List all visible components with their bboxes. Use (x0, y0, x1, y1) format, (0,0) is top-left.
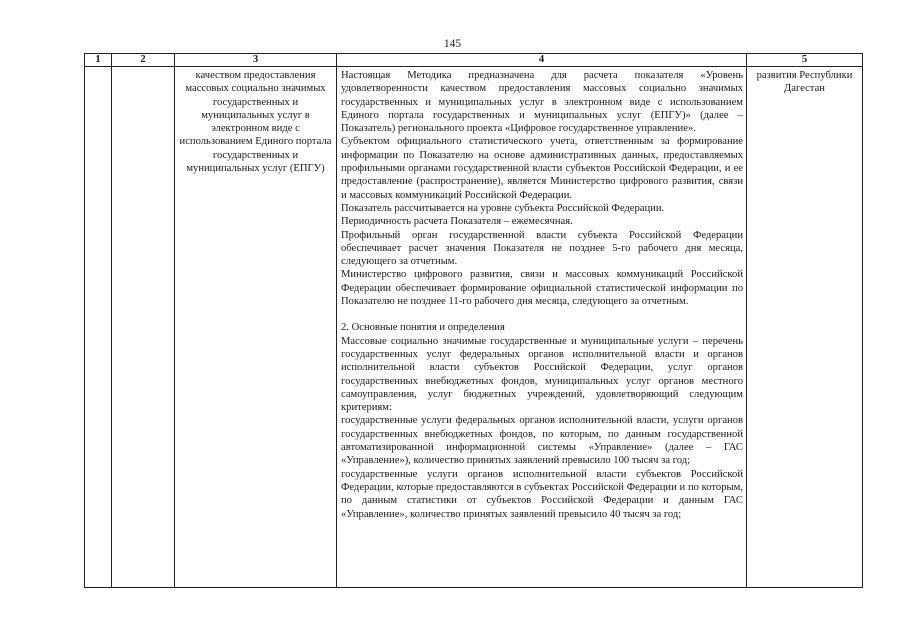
methodology-paragraph: Министерство цифрового развития, связи и массовых коммуникаций Российской Федерации обеспечивает формирование официальной статистической информации по Показателю не позднее 11-го рабочего дня месяца, следующего за отчетным. (341, 269, 743, 308)
header-cell-1: 1 (85, 54, 112, 67)
methodology-table (84, 53, 863, 588)
methodology-paragraph: Субъектом официального статистического учета, ответственным за формирование информации по Показателю на основе административных данных, предоставляемых профильными органами государственной власти субъектов Российской Федерации, и ее предоставление (распространение), является Министерство цифрового развития, связи и массовых коммуникаций Российской Федерации. (341, 136, 743, 201)
methodology-paragraph: Массовые социально значимые государственные и муниципальные услуги – перечень государственных услуг федеральных органов исполнительной власти и органов исполнительной власти субъектов Российской Федерации, услуг органов государственных внебюджетных фондов, муниципальных услуг органов местного самоуправления, услуг бюджетных учреждений, удовлетворяющий следующим критериям: (341, 335, 743, 414)
methodology-paragraph: государственные услуги федеральных органов исполнительной власти, услуги органов государственных внебюджетных фондов, по которым, по данным государственной автоматизированной информационной системы «Управление» (далее – ГАС «Управление»), количество принятых заявлений превысило 100 тысяч за год; (341, 415, 743, 467)
methodology-paragraph: Профильный орган государственной власти субъекта Российской Федерации обеспечивает расчет значения Показателя не позднее 5-го рабочего дня месяца, следующего за отчетным. (341, 229, 743, 268)
header-cell-5: 5 (747, 54, 863, 67)
cell-number (85, 67, 112, 588)
table-header-row (85, 54, 863, 67)
section-heading: 2. Основные понятия и определения (341, 322, 505, 334)
page-number: 145 (443, 38, 462, 50)
table-row (85, 67, 863, 588)
methodology-paragraph: государственные услуги органов исполнительной власти субъектов Российской Федерации, которые предоставляются в субъектах Российской Федерации и по которым, по данным статистики от субъектов Российской Федерации и данным ГАС «Управление», количество принятых заявлений превысило 40 тысяч за год; (341, 468, 743, 520)
methodology-paragraph: Периодичность расчета Показателя – ежемесячная. (341, 216, 573, 228)
header-cell-2: 2 (112, 54, 175, 67)
methodology-paragraph: Настоящая Методика предназначена для расчета показателя «Уровень удовлетворенности качеством предоставления массовых социально значимых государственных и муниципальных услуг в электронном виде с использованием Единого портала государственных и муниципальных услуг (ЕПГУ)» (далее – Показатель) регионального проекта «Цифровое государственное управление». (341, 70, 743, 135)
methodology-paragraph: Показатель рассчитывается на уровне субъекта Российской Федерации. (341, 202, 665, 214)
cell-methodology (337, 67, 747, 588)
header-cell-4: 4 (337, 54, 747, 67)
cell-responsible: развития Республики Дагестан (747, 67, 863, 588)
header-cell-3: 3 (175, 54, 337, 67)
cell-indicator-title: качеством предоставления массовых социально значимых государственных и муниципальных услуг в электронном виде с использованием Единого портала государственных и муниципальных услуг (ЕПГУ) (175, 67, 337, 588)
cell-indicator-name (112, 67, 175, 588)
